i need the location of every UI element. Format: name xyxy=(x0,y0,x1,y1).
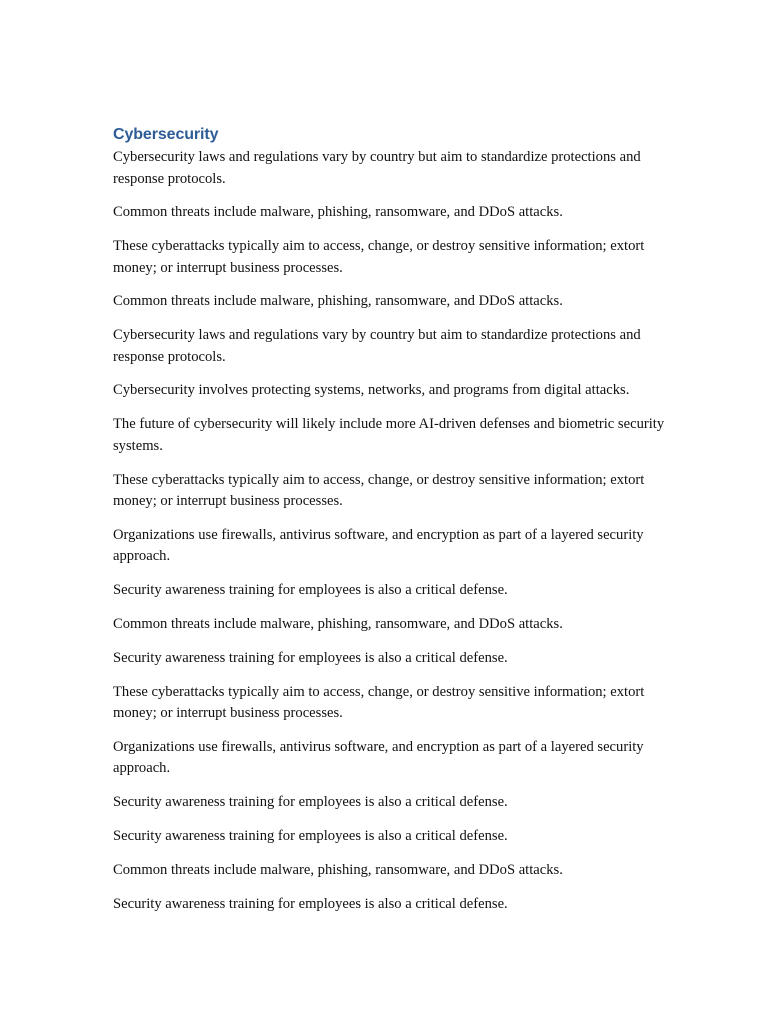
paragraph: The future of cybersecurity will likely include more AI-driven defenses and biometric security systems. xyxy=(113,416,665,454)
paragraph: Security awareness training for employees is also a critical defense. xyxy=(113,794,508,811)
paragraph: Security awareness training for employees is also a critical defense. xyxy=(113,649,508,666)
document-page xyxy=(113,124,668,927)
paragraph: Cybersecurity involves protecting systems, networks, and programs from digital attacks. xyxy=(113,382,630,399)
paragraph: Security awareness training for employees is also a critical defense. xyxy=(113,582,508,599)
paragraph: Security awareness training for employees is also a critical defense. xyxy=(113,895,508,912)
document-heading: Cybersecurity xyxy=(113,126,219,143)
paragraph: These cyberattacks typically aim to access, change, or destroy sensitive information; extort money; or interrupt business processes. xyxy=(113,471,645,510)
paragraph: These cyberattacks typically aim to access, change, or destroy sensitive information; extort money; or interrupt business processes. xyxy=(113,683,645,722)
paragraph: Organizations use firewalls, antivirus software, and encryption as part of a layered security approach. xyxy=(113,526,644,565)
paragraph: Cybersecurity laws and regulations vary by country but aim to standardize protections and response protocols. xyxy=(113,149,641,187)
paragraph: Cybersecurity laws and regulations vary by country but aim to standardize protections and response protocols. xyxy=(113,327,641,365)
paragraph: Security awareness training for employees is also a critical defense. xyxy=(113,827,508,844)
paragraph: Organizations use firewalls, antivirus software, and encryption as part of a layered security approach. xyxy=(113,738,644,777)
paragraph: Common threats include malware, phishing, ransomware, and DDoS attacks. xyxy=(113,293,563,310)
paragraph: These cyberattacks typically aim to access, change, or destroy sensitive information; extort money; or interrupt business processes. xyxy=(113,238,645,276)
paragraph: Common threats include malware, phishing, ransomware, and DDoS attacks. xyxy=(113,615,563,632)
paragraph: Common threats include malware, phishing, ransomware, and DDoS attacks. xyxy=(113,861,563,878)
paragraph: Common threats include malware, phishing, ransomware, and DDoS attacks. xyxy=(113,204,563,221)
